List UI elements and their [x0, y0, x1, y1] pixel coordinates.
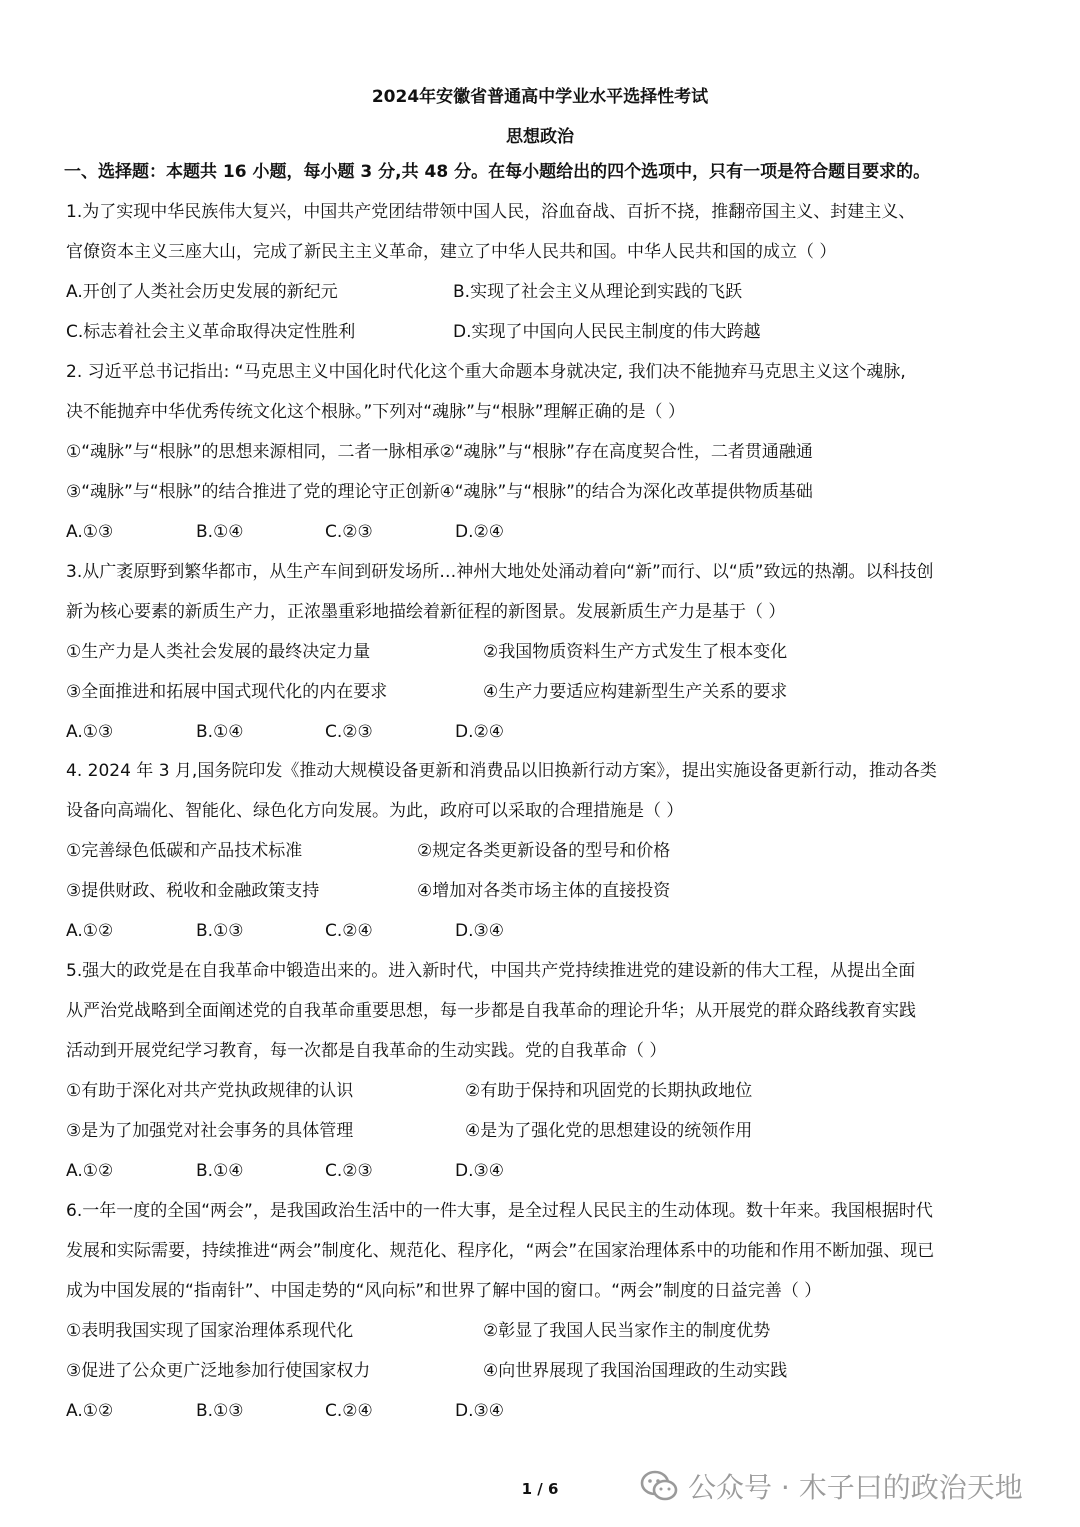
- q1-line: 1.为了实现中华民族伟大复兴，中国共产党团结带领中国人民，浴血奋战、百折不挠，推翻帝国主义、封建主义、: [66, 202, 916, 222]
- q4-item-4: ④增加对各类市场主体的直接投资: [417, 881, 671, 901]
- q5-answer-c: C.②③: [325, 1161, 373, 1181]
- q5-item-2: ②有助于保持和巩固党的长期执政地位: [465, 1081, 753, 1101]
- q4-answer-c: C.②④: [325, 921, 373, 941]
- q2-line: 决不能抛弃中华优秀传统文化这个根脉。”下列对“魂脉”与“根脉”理解正确的是（ ）: [66, 402, 685, 422]
- q2-item-line: ①“魂脉”与“根脉”的思想来源相同，二者一脉相承②“魂脉”与“根脉”存在高度契合性，二者贯通融通: [66, 442, 813, 462]
- page-number: 1 / 6: [521, 1480, 559, 1498]
- q2-answer-a: A.①③: [66, 522, 114, 542]
- q2-item-line: ③“魂脉”与“根脉”的结合推进了党的理论守正创新④“魂脉”与“根脉”的结合为深化改革提供物质基础: [66, 482, 813, 502]
- q5-line: 从严治党战略到全面阐述党的自我革命重要思想，每一步都是自我革命的理论升华；从开展党的群众路线教育实践: [66, 1001, 916, 1021]
- q3-answer-c: C.②③: [325, 722, 373, 742]
- q1-option-b: B.实现了社会主义从理论到实践的飞跃: [453, 282, 743, 302]
- exam-title: 2024年安徽省普通高中学业水平选择性考试: [371, 87, 709, 107]
- q4-item-2: ②规定各类更新设备的型号和价格: [417, 841, 671, 861]
- q4-answer-a: A.①②: [66, 921, 114, 941]
- q3-line: 3.从广袤原野到繁华都市，从生产车间到研发场所…神州大地处处涌动着向“新”而行、以“质”致远的热潮。以科技创: [66, 562, 934, 582]
- q4-answer-b: B.①③: [196, 921, 244, 941]
- q3-item-3: ③全面推进和拓展中国式现代化的内在要求: [66, 682, 388, 702]
- q2-answer-b: B.①④: [196, 522, 244, 542]
- q6-answer-c: C.②④: [325, 1401, 373, 1421]
- q3-item-1: ①生产力是人类社会发展的最终决定力量: [66, 642, 371, 662]
- q5-item-3: ③是为了加强党对社会事务的具体管理: [66, 1121, 354, 1141]
- q3-item-2: ②我国物质资料生产方式发生了根本变化: [483, 642, 788, 662]
- q3-answer-d: D.②④: [455, 722, 504, 742]
- q5-item-1: ①有助于深化对共产党执政规律的认识: [66, 1081, 354, 1101]
- q6-item-2: ②彰显了我国人民当家作主的制度优势: [483, 1321, 771, 1341]
- q6-answer-a: A.①②: [66, 1401, 114, 1421]
- watermark: [640, 1466, 1023, 1506]
- q1-option-d: D.实现了中国向人民民主制度的伟大跨越: [453, 322, 761, 342]
- q3-item-4: ④生产力要适应构建新型生产关系的要求: [483, 682, 788, 702]
- q4-item-3: ③提供财政、税收和金融政策支持: [66, 881, 320, 901]
- watermark-text: 公众号 · 木子曰的政治天地: [688, 1471, 1023, 1504]
- q1-option-a: A.开创了人类社会历史发展的新纪元: [66, 282, 338, 302]
- q5-answer-a: A.①②: [66, 1161, 114, 1181]
- q4-item-1: ①完善绿色低碳和产品技术标准: [66, 841, 303, 861]
- q5-line: 5.强大的政党是在自我革命中锻造出来的。进入新时代，中国共产党持续推进党的建设新的伟大工程，从提出全面: [66, 961, 916, 981]
- q1-option-c: C.标志着社会主义革命取得决定性胜利: [66, 322, 356, 342]
- q5-item-4: ④是为了强化党的思想建设的统领作用: [465, 1121, 753, 1141]
- q4-line: 设备向高端化、智能化、绿色化方向发展。为此，政府可以采取的合理措施是（ ）: [66, 801, 684, 821]
- q4-line: 4. 2024 年 3 月,国务院印发《推动大规模设备更新和消费品以旧换新行动方案》，提出实施设备更新行动，推动各类: [66, 761, 937, 781]
- q5-answer-d: D.③④: [455, 1161, 504, 1181]
- q3-line: 新为核心要素的新质生产力，正浓墨重彩地描绘着新征程的新图景。发展新质生产力是基于（ ）: [66, 602, 786, 622]
- q5-answer-b: B.①④: [196, 1161, 244, 1181]
- exam-subject: 思想政治: [506, 127, 574, 147]
- q5-line: 活动到开展党纪学习教育，每一次都是自我革命的生动实践。党的自我革命（ ）: [66, 1041, 667, 1061]
- q3-answer-a: A.①③: [66, 722, 114, 742]
- q6-answer-b: B.①③: [196, 1401, 244, 1421]
- q2-answer-d: D.②④: [455, 522, 504, 542]
- q6-item-3: ③促进了公众更广泛地参加行使国家权力: [66, 1361, 371, 1381]
- q6-item-4: ④向世界展现了我国治国理政的生动实践: [483, 1361, 788, 1381]
- wechat-icon: [640, 1469, 678, 1503]
- q6-line: 成为中国发展的“指南针”、中国走势的“风向标”和世界了解中国的窗口。“两会”制度的日益完善（ ）: [66, 1281, 822, 1301]
- q6-line: 发展和实际需要，持续推进“两会”制度化、规范化、程序化，“两会”在国家治理体系中的功能和作用不断加强、现已: [66, 1241, 935, 1261]
- q2-line: 2. 习近平总书记指出: “马克思主义中国化时代化这个重大命题本身就决定, 我们决不能抛弃马克思主义这个魂脉,: [66, 362, 906, 382]
- section-heading: 一、选择题：本题共 16 小题，每小题 3 分,共 48 分。在每小题给出的四个选项中，只有一项是符合题目要求的。: [64, 162, 931, 182]
- q6-line: 6.一年一度的全国“两会”，是我国政治生活中的一件大事，是全过程人民民主的生动体现。数十年来。我国根据时代: [66, 1201, 933, 1221]
- q1-line: 官僚资本主义三座大山，完成了新民主主义革命，建立了中华人民共和国。中华人民共和国的成立（ ）: [66, 242, 837, 262]
- q3-answer-b: B.①④: [196, 722, 244, 742]
- q6-answer-d: D.③④: [455, 1401, 504, 1421]
- q6-item-1: ①表明我国实现了国家治理体系现代化: [66, 1321, 354, 1341]
- q4-answer-d: D.③④: [455, 921, 504, 941]
- q2-answer-c: C.②③: [325, 522, 373, 542]
